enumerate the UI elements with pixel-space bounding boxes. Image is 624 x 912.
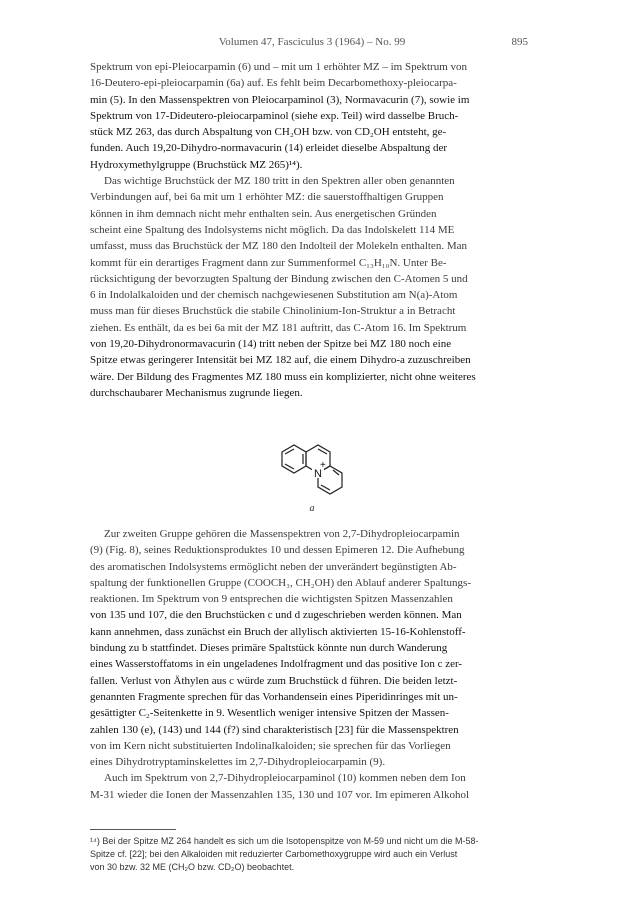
text-line: (9) (Fig. 8), seines Reduktionsproduktes 10 und dessen Epimeren 12. Die Aufhebung <box>90 544 465 557</box>
text-line: spaltung der funktionellen Gruppe (COOCH₃, CH₂OH) den Ablauf anderer Spaltungs- <box>90 576 471 589</box>
text-line: ziehen. Es enthält, da es bei 6a mit der MZ 181 auftritt, das C-Atom 16. Im Spektrum <box>90 321 467 334</box>
text-line: stück MZ 263, das durch Abspaltung von CH₂OH bzw. von CD₂OH entsteht, ge- <box>90 126 447 139</box>
text-line: eines Dihydrotryptaminskelettes im 2,7-Dihydropleiocarpamin (9). <box>90 756 386 769</box>
text-line: funden. Auch 19,20-Dihydro-normavacurin (14) erleidet dieselbe Abspaltung der <box>90 142 448 155</box>
running-title: Volumen 47, Fasciculus 3 (1964) – No. 99 <box>218 36 406 48</box>
text-line: von 19,20-Dihydronormavacurin (14) tritt neben der Spitze bei MZ 180 noch eine <box>90 338 452 351</box>
footnote-line: ¹⁴) Bei der Spitze MZ 264 handelt es sich um die Isotopenspitze von M-59 und nicht um die M-58- <box>90 836 479 846</box>
text-line: genannten Fragmente sprechen für das Vorhandensein eines Piperidinringes mit un- <box>90 690 458 703</box>
text-line: Verbindungen auf, bei 6a mit um 1 erhöhter MZ: die sauerstoffhaltigen Gruppen <box>90 191 444 204</box>
figure-label: a <box>309 503 315 514</box>
footnote-line: Spitze cf. [22]; bei den Alkaloiden mit reduzierter Carbomethoxygruppe wird auch ein Verlust <box>90 849 458 859</box>
text-line: Das wichtige Bruchstück der MZ 180 tritt in den Spektren aller oben genannten <box>104 175 455 188</box>
text-line: 6 in Indolalkaloiden und der chemisch nachgewiesenen Substitution am N(a)-Atom <box>90 289 458 302</box>
text-line: Spektrum von 17-Dideutero-pleiocarpaminol (siehe exp. Teil) wird dasselbe Bruch- <box>90 109 459 122</box>
paragraph-3 <box>90 526 534 770</box>
text-line: fallen. Verlust von Äthylen aus c würde zum Bruchstück d führen. Die beiden letzt- <box>90 674 458 687</box>
text-line: von im Kern nicht substituierten Indolinalkaloiden; sie sprechen für das Vorliegen <box>90 739 451 752</box>
footnote-rule <box>90 829 176 830</box>
text-line: kann annehmen, dass zunächst ein Bruch der allylisch aktivierten 15-16-Kohlenstoff- <box>90 625 466 638</box>
text-line: von 135 und 107, die den Bruchstücken c und d zugeschrieben werden können. Man <box>90 609 462 622</box>
nitrogen-atom-label: N <box>314 468 322 480</box>
text-line: min (5). In den Massenspektren von Pleiocarpaminol (3), Normavacurin (7), sowie im <box>90 93 470 106</box>
running-header <box>96 36 528 52</box>
text-line: 16-Deutero-epi-pleiocarpamin (6a) auf. Es fehlt beim Decarbomethoxy-pleiocarpa- <box>90 77 457 90</box>
text-line: muss man für dieses Bruchstück die stabile Chinolinium-Ion-Struktur a in Betracht <box>90 305 456 318</box>
text-line: Hydroxymethylgruppe (Bruchstück MZ 265)¹⁴). <box>90 158 303 171</box>
text-line: Spektrum von epi-Pleiocarpamin (6) und – mit um 1 erhöhter MZ – im Spektrum von <box>90 61 467 73</box>
text-block-top <box>90 59 534 401</box>
text-line: können in ihm demnach nicht mehr enthalten sein. Aus energetischen Gründen <box>90 207 437 220</box>
text-line: zahlen 130 (e), (143) und 144 (f?) sind charakteristisch [23] für die Massenspektren <box>90 723 459 736</box>
text-block-bottom <box>90 526 534 803</box>
text-line: wäre. Der Bildung des Fragmentes MZ 180 muss ein komplizierter, nicht ohne weiteres <box>90 370 476 383</box>
text-line: reaktionen. Im Spektrum von 9 entsprechen die wichtigsten Spitzen Massenzahlen <box>90 593 453 606</box>
text-line: durchschaubarer Mechanismus zugrunde liegen. <box>90 386 303 399</box>
text-line: Spitze etwas geringerer Intensität bei MZ 182 auf, die einem Dihydro-a zuzuschreiben <box>90 354 471 367</box>
text-line: scheint eine Spaltung des Indolsystems nicht möglich. Da das Indolskelett 114 ME <box>90 223 455 236</box>
page-number: 895 <box>511 36 528 48</box>
text-line: eines Wasserstoffatoms in ein ungeladenes Indolfragment und das positive Ion c zer- <box>90 658 463 671</box>
text-line: umfasst, muss das Bruchstück der MZ 180 den Indolteil der Molekeln enthalten. Man <box>90 240 467 253</box>
text-line: M-31 wieder die Ionen der Massenzahlen 135, 130 und 107 vor. Im epimeren Alkohol <box>90 788 470 801</box>
footnote <box>90 835 534 874</box>
quinolinium-structure-figure <box>268 440 356 506</box>
paragraph-1 <box>90 59 534 173</box>
text-line: des aromatischen Indolsystems ermöglicht neben der unverändert begünstigten Ab- <box>90 560 457 573</box>
text-line: gesättigter C₂-Seitenkette in 9. Wesentlich weniger intensive Spitzen der Massen- <box>90 707 449 720</box>
text-line: kommt für ein derartiges Fragment dann zur Summenformel C₁₃H₁₀N. Unter Be- <box>90 256 447 269</box>
text-line: bindung zu b stattfindet. Dieses primäre Spaltstück könnte nun durch Wanderung <box>90 642 448 655</box>
text-line: Auch im Spektrum von 2,7-Dihydropleiocarpaminol (10) kommen neben dem Ion <box>104 772 466 785</box>
charge-label: + <box>320 460 326 471</box>
paragraph-2 <box>90 173 534 401</box>
paragraph-4 <box>90 770 534 803</box>
text-line: Zur zweiten Gruppe gehören die Massenspektren von 2,7-Dihydropleiocarpamin <box>104 528 460 540</box>
text-line: rücksichtigung der bevorzugten Spaltung der Bindung zwischen den C-Atomen 5 und <box>90 272 468 285</box>
footnote-line: von 30 bzw. 32 ME (CH₂O bzw. CD₂O) beobachtet. <box>90 862 295 872</box>
